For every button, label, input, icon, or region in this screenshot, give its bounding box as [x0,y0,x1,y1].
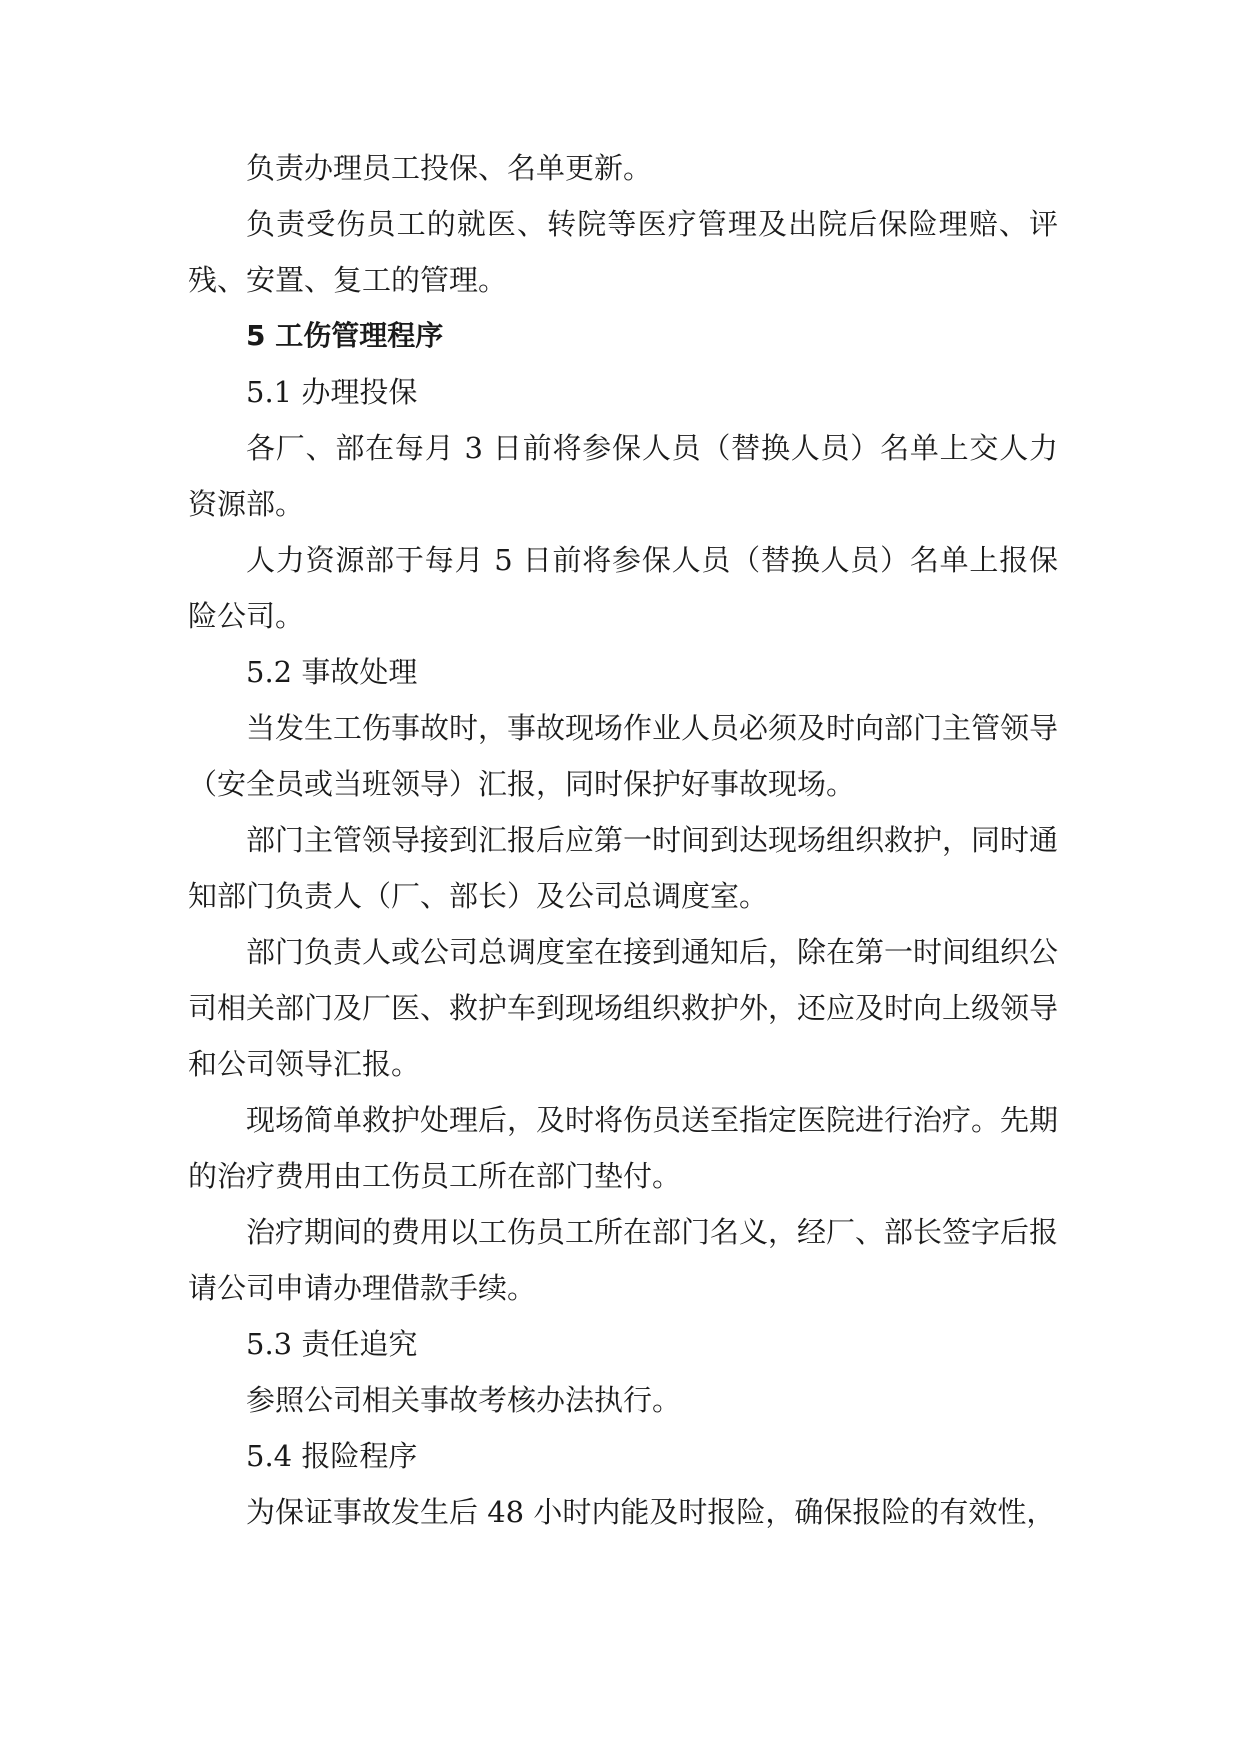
paragraph-rescue: 部门主管领导接到汇报后应第一时间到达现场组织救护，同时通知部门负责人（厂、部长）及公司总调度室。 [188,823,1059,913]
paragraph-claim-procedure: 为保证事故发生后 48 小时内能及时报险，确保报险的有效性， [246,1495,1056,1529]
paragraph-notify: 部门负责人或公司总调度室在接到通知后，除在第一时间组织公司相关部门及厂医、救护车到现场组织救护外，还应及时向上级领导和公司领导汇报。 [188,935,1059,1081]
paragraph-submit-list: 各厂、部在每月 3 日前将参保人员（替换人员）名单上交人力资源部。 [188,431,1058,521]
subsection-heading-5-2: 5.2 事故处理 [246,655,418,689]
paragraph-treatment: 现场简单救护处理后，及时将伤员送至指定医院进行治疗。先期的治疗费用由工伤员工所在部门垫付。 [188,1103,1059,1193]
paragraph-medical-duty: 负责受伤员工的就医、转院等医疗管理及出院后保险理赔、评残、安置、复工的管理。 [188,207,1058,297]
subsection-heading-5-1: 5.1 办理投保 [246,375,418,409]
subsection-heading-5-4: 5.4 报险程序 [246,1439,418,1473]
subsection-heading-5-3: 5.3 责任追究 [246,1327,418,1361]
paragraph-accountability: 参照公司相关事故考核办法执行。 [246,1383,682,1417]
section-heading-5: 5 工伤管理程序 [246,319,444,352]
paragraph-expenses: 治疗期间的费用以工伤员工所在部门名义，经厂、部长签字后报请公司申请办理借款手续。 [188,1215,1059,1305]
document-body [188,140,1058,1540]
paragraph-report-list: 人力资源部于每月 5 日前将参保人员（替换人员）名单上报保险公司。 [188,543,1058,633]
paragraph-accident-report: 当发生工伤事故时，事故现场作业人员必须及时向部门主管领导（安全员或当班领导）汇报，同时保护好事故现场。 [188,711,1059,801]
paragraph-insurance-duty: 负责办理员工投保、名单更新。 [246,151,653,185]
